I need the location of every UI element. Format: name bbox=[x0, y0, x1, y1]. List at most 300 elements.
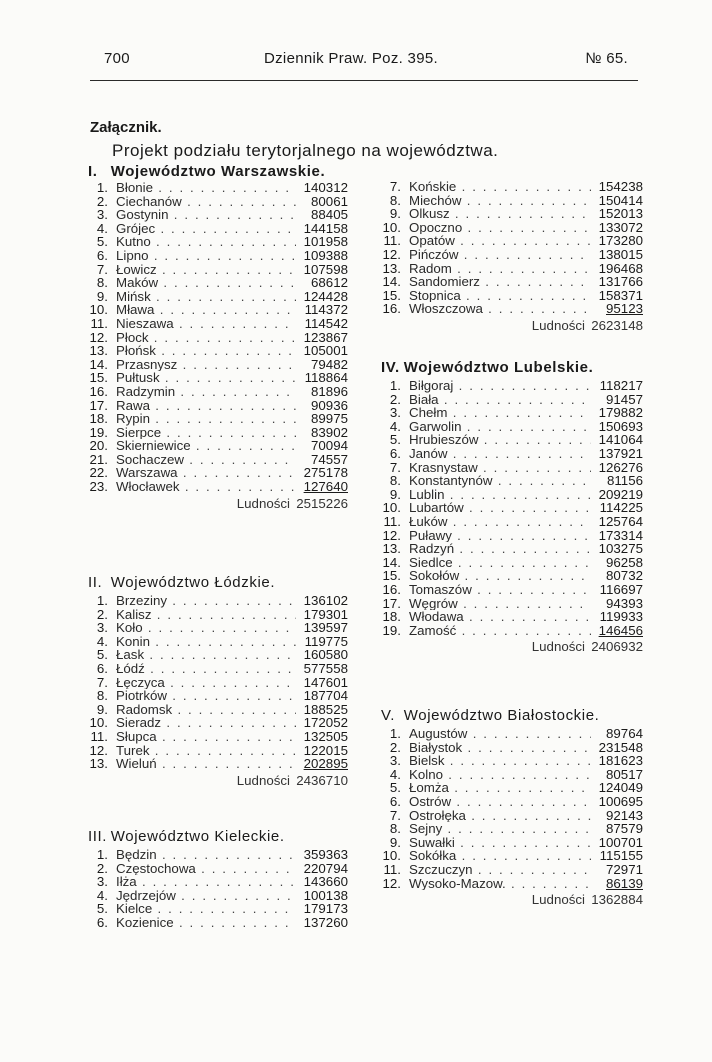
county-population: 181623 bbox=[598, 753, 643, 769]
county-number: 10. bbox=[382, 500, 401, 516]
county-row bbox=[88, 689, 348, 703]
county-name: Wieluń . . . bbox=[116, 757, 296, 771]
county-name: Suwałki . . . bbox=[409, 836, 591, 850]
county-population: 70094 bbox=[311, 438, 348, 454]
county-name: Kutno . . . bbox=[116, 235, 296, 249]
county-population: 220794 bbox=[303, 860, 348, 876]
county-name: Chełm . . . bbox=[409, 406, 591, 420]
county-number: 7. bbox=[389, 807, 401, 823]
county-number: 4. bbox=[96, 887, 108, 903]
voivodeship-heading bbox=[88, 162, 348, 181]
county-name: Częstochowa . . . bbox=[116, 862, 296, 876]
county-number: 1. bbox=[389, 378, 401, 393]
county-row bbox=[88, 916, 348, 930]
county-number: 5. bbox=[96, 647, 108, 663]
county-population: 86139 bbox=[606, 875, 643, 891]
voivodeship-roman: II. bbox=[88, 574, 103, 591]
population-total bbox=[381, 892, 643, 908]
county-name: Kalisz . . . bbox=[116, 608, 296, 622]
county-row bbox=[381, 420, 643, 434]
county-row bbox=[381, 275, 643, 289]
county-row bbox=[88, 222, 348, 236]
county-row bbox=[88, 208, 348, 222]
county-population: 72971 bbox=[606, 861, 643, 877]
county-population: 95123 bbox=[606, 301, 643, 317]
county-population: 187704 bbox=[303, 688, 348, 704]
county-row bbox=[88, 608, 348, 622]
county-number: 8. bbox=[389, 473, 401, 489]
population-label: Ludności bbox=[531, 639, 585, 655]
county-population: 122015 bbox=[303, 742, 348, 758]
county-population: 88405 bbox=[311, 207, 348, 223]
voivodeship-name: Województwo Białostockie. bbox=[403, 707, 600, 724]
voivodeship-name: Województwo Łódzkie. bbox=[110, 574, 276, 591]
county-population: 119775 bbox=[304, 633, 348, 649]
county-population: 196468 bbox=[598, 260, 643, 276]
county-number: 13. bbox=[382, 260, 401, 276]
document-title: Projekt podziału terytorjalnego na województwa. bbox=[112, 141, 499, 160]
county-number: 9. bbox=[96, 701, 108, 717]
county-number: 11. bbox=[90, 728, 108, 744]
county-row bbox=[381, 556, 643, 570]
county-name: Radzymin . . . bbox=[116, 385, 296, 399]
county-population: 138015 bbox=[598, 246, 643, 262]
county-number: 2. bbox=[389, 391, 401, 407]
county-population: 107598 bbox=[303, 261, 348, 277]
county-name: Skierniewice . . . bbox=[116, 439, 296, 453]
voivodeship-heading bbox=[381, 706, 643, 725]
county-name: Szczuczyn . . . bbox=[409, 863, 591, 877]
voivodeship-name: Województwo Kieleckie. bbox=[110, 828, 285, 845]
county-population: 143660 bbox=[303, 874, 348, 890]
population-label: Ludności bbox=[531, 892, 585, 908]
county-name: Łask . . . bbox=[116, 648, 296, 662]
county-number: 8. bbox=[96, 275, 108, 291]
county-name: Nieszawa . . . bbox=[116, 317, 296, 331]
county-row bbox=[381, 248, 643, 262]
county-population: 124049 bbox=[598, 780, 643, 796]
county-population: 140312 bbox=[303, 180, 348, 195]
county-population: 79482 bbox=[311, 356, 348, 372]
county-row bbox=[88, 303, 348, 317]
county-row bbox=[381, 474, 643, 488]
county-number: 7. bbox=[96, 674, 108, 690]
population-total bbox=[88, 496, 348, 512]
county-number: 14. bbox=[89, 356, 108, 372]
county-name: Augustów . . . bbox=[409, 727, 591, 741]
county-name: Mińsk . . . bbox=[116, 290, 296, 304]
county-population: 132505 bbox=[303, 728, 348, 744]
page-number: 700 bbox=[104, 50, 130, 67]
county-name: Ciechanów . . . bbox=[116, 195, 296, 209]
county-row bbox=[88, 453, 348, 467]
county-row bbox=[381, 221, 643, 235]
county-row bbox=[88, 344, 348, 358]
county-population: 81896 bbox=[311, 383, 348, 399]
county-row bbox=[88, 889, 348, 903]
county-name: Koło . . . bbox=[116, 621, 296, 635]
county-number: 1. bbox=[96, 847, 108, 862]
county-number: 16. bbox=[89, 383, 108, 399]
population-label: Ludności bbox=[236, 495, 290, 511]
county-population: 127640 bbox=[303, 479, 348, 495]
county-number: 8. bbox=[389, 821, 401, 837]
county-population: 152013 bbox=[598, 206, 643, 222]
county-number: 17. bbox=[382, 595, 401, 611]
voivodeship-heading bbox=[381, 358, 643, 377]
county-list bbox=[88, 594, 348, 771]
county-population: 136102 bbox=[303, 593, 348, 608]
population-total-value: 2515226 bbox=[296, 495, 348, 511]
county-name: Włodawa . . . bbox=[409, 610, 591, 624]
county-name: Siedlce . . . bbox=[409, 556, 591, 570]
county-row bbox=[88, 648, 348, 662]
county-row bbox=[381, 836, 643, 850]
county-name: Sieradz . . . bbox=[116, 716, 296, 730]
county-row bbox=[381, 289, 643, 303]
county-list bbox=[381, 727, 643, 890]
county-row bbox=[381, 624, 643, 638]
county-row bbox=[88, 358, 348, 372]
county-number: 18. bbox=[89, 411, 108, 427]
voivodeship-heading bbox=[88, 573, 348, 592]
county-number: 4. bbox=[389, 418, 401, 434]
county-name: Hrubieszów . . . bbox=[409, 433, 591, 447]
county-population: 160580 bbox=[303, 647, 348, 663]
county-row bbox=[381, 849, 643, 863]
county-row bbox=[381, 447, 643, 461]
county-number: 5. bbox=[389, 432, 401, 448]
county-number: 12. bbox=[382, 875, 401, 891]
population-total bbox=[88, 773, 348, 789]
county-population: 158371 bbox=[598, 287, 643, 303]
county-name: Kolno . . . bbox=[409, 768, 591, 782]
county-row bbox=[381, 180, 643, 194]
county-row bbox=[88, 412, 348, 426]
county-population: 87579 bbox=[606, 821, 643, 837]
county-population: 89764 bbox=[606, 726, 643, 741]
county-name: Turek . . . bbox=[116, 744, 296, 758]
county-number: 16. bbox=[382, 581, 401, 597]
county-number: 1. bbox=[96, 180, 108, 195]
county-row bbox=[88, 371, 348, 385]
county-number: 6. bbox=[96, 914, 108, 930]
county-name: Pułtusk . . . bbox=[116, 371, 296, 385]
county-population: 83902 bbox=[311, 424, 348, 440]
county-population: 150414 bbox=[598, 192, 643, 208]
county-number: 11. bbox=[90, 315, 108, 331]
county-name: Zamość . . . bbox=[409, 624, 591, 638]
county-row bbox=[381, 234, 643, 248]
county-number: 4. bbox=[389, 766, 401, 782]
county-name: Krasnystaw . . . bbox=[409, 461, 591, 475]
county-population: 173280 bbox=[598, 233, 643, 249]
county-population: 154238 bbox=[598, 179, 643, 194]
county-population: 118217 bbox=[599, 378, 643, 393]
county-number: 6. bbox=[96, 247, 108, 263]
county-number: 3. bbox=[389, 405, 401, 421]
county-row bbox=[88, 621, 348, 635]
county-population: 146456 bbox=[598, 622, 643, 638]
county-number: 19. bbox=[382, 622, 401, 638]
county-row bbox=[381, 515, 643, 529]
journal-reference: Dziennik Praw. Poz. 395. bbox=[264, 50, 438, 67]
county-row bbox=[381, 461, 643, 475]
county-number: 19. bbox=[89, 424, 108, 440]
county-name: Przasnysz . . . bbox=[116, 358, 296, 372]
county-name: Końskie . . . bbox=[409, 180, 591, 194]
county-name: Łódź . . . bbox=[116, 662, 296, 676]
county-population: 116697 bbox=[599, 581, 643, 597]
county-number: 12. bbox=[382, 246, 401, 262]
county-row bbox=[88, 635, 348, 649]
county-row bbox=[88, 848, 348, 862]
county-name: Wysoko-Mazow. . . . bbox=[409, 877, 591, 891]
county-population: 80061 bbox=[311, 193, 348, 209]
county-name: Rypin . . . bbox=[116, 412, 296, 426]
county-name: Janów . . . bbox=[409, 447, 591, 461]
county-number: 12. bbox=[89, 742, 108, 758]
county-number: 3. bbox=[96, 207, 108, 223]
county-population: 105001 bbox=[303, 343, 348, 359]
county-name: Radzyń . . . bbox=[409, 542, 591, 556]
county-population: 114542 bbox=[304, 315, 348, 331]
county-population: 81156 bbox=[607, 473, 643, 489]
county-name: Sokółka . . . bbox=[409, 849, 591, 863]
county-number: 7. bbox=[389, 179, 401, 194]
county-name: Kielce . . . bbox=[116, 902, 296, 916]
county-row bbox=[88, 730, 348, 744]
county-number: 14. bbox=[382, 274, 401, 290]
population-total bbox=[381, 318, 643, 334]
county-population: 150693 bbox=[598, 418, 643, 434]
county-row bbox=[88, 862, 348, 876]
county-number: 13. bbox=[89, 343, 108, 359]
county-population: 139597 bbox=[303, 620, 348, 636]
county-number: 9. bbox=[389, 834, 401, 850]
county-number: 2. bbox=[96, 606, 108, 622]
county-number: 4. bbox=[96, 220, 108, 236]
county-number: 23. bbox=[89, 479, 108, 495]
county-name: Garwolin . . . bbox=[409, 420, 591, 434]
county-number: 2. bbox=[96, 860, 108, 876]
county-row bbox=[381, 302, 643, 316]
county-name: Olkusz . . . bbox=[409, 207, 591, 221]
county-row bbox=[88, 276, 348, 290]
county-row bbox=[88, 249, 348, 263]
county-row bbox=[381, 610, 643, 624]
county-row bbox=[381, 795, 643, 809]
county-row bbox=[381, 569, 643, 583]
county-population: 209219 bbox=[598, 486, 643, 502]
county-name: Radomsk . . . bbox=[116, 703, 296, 717]
county-row bbox=[88, 902, 348, 916]
county-population: 103275 bbox=[598, 541, 643, 557]
county-number: 9. bbox=[389, 486, 401, 502]
county-name: Białystok . . . bbox=[409, 741, 591, 755]
voivodeship-name: Województwo Warszawskie. bbox=[110, 163, 326, 180]
county-population: 133072 bbox=[598, 219, 643, 235]
county-population: 126276 bbox=[598, 459, 643, 475]
county-number: 5. bbox=[96, 901, 108, 917]
county-row bbox=[88, 716, 348, 730]
county-row bbox=[381, 529, 643, 543]
county-population: 577558 bbox=[303, 660, 348, 676]
county-name: Gostynin . . . bbox=[116, 208, 296, 222]
county-row bbox=[381, 194, 643, 208]
county-name: Mława . . . bbox=[116, 303, 296, 317]
county-name: Rawa . . . bbox=[116, 399, 296, 413]
county-number: 7. bbox=[389, 459, 401, 475]
county-name: Biłgoraj . . . bbox=[409, 379, 591, 393]
county-population: 80517 bbox=[606, 766, 643, 782]
county-population: 115155 bbox=[599, 848, 643, 864]
county-population: 100138 bbox=[303, 887, 348, 903]
county-number: 3. bbox=[96, 620, 108, 636]
county-number: 10. bbox=[382, 219, 401, 235]
county-number: 6. bbox=[96, 660, 108, 676]
voivodeship-roman: I. bbox=[88, 163, 98, 180]
county-row bbox=[88, 235, 348, 249]
county-population: 92143 bbox=[606, 807, 643, 823]
county-name: Ostrów . . . bbox=[409, 795, 591, 809]
county-name: Brzeziny . . . bbox=[116, 594, 296, 608]
county-row bbox=[381, 877, 643, 891]
county-name: Ostrołęka . . . bbox=[409, 809, 591, 823]
county-number: 1. bbox=[389, 726, 401, 741]
county-number: 14. bbox=[382, 554, 401, 570]
county-row bbox=[381, 262, 643, 276]
county-row bbox=[88, 875, 348, 889]
population-label: Ludności bbox=[531, 317, 585, 333]
population-label: Ludności bbox=[236, 772, 290, 788]
voivodeship-roman: V. bbox=[381, 707, 395, 724]
county-name: Puławy . . . bbox=[409, 529, 591, 543]
county-number: 10. bbox=[89, 302, 108, 318]
county-population: 172052 bbox=[303, 715, 348, 731]
county-row bbox=[88, 744, 348, 758]
county-row bbox=[88, 676, 348, 690]
county-number: 12. bbox=[89, 329, 108, 345]
county-name: Sandomierz . . . bbox=[409, 275, 591, 289]
county-number: 3. bbox=[96, 874, 108, 890]
county-name: Łomża . . . bbox=[409, 781, 591, 795]
county-name: Będzin . . . bbox=[116, 848, 296, 862]
county-row bbox=[381, 754, 643, 768]
county-row bbox=[88, 594, 348, 608]
county-row bbox=[381, 781, 643, 795]
county-population: 179882 bbox=[598, 405, 643, 421]
county-number: 5. bbox=[96, 234, 108, 250]
county-population: 101958 bbox=[303, 234, 348, 250]
county-population: 100695 bbox=[598, 793, 643, 809]
county-row bbox=[381, 207, 643, 221]
county-name: Płock . . . bbox=[116, 331, 296, 345]
county-number: 2. bbox=[96, 193, 108, 209]
voivodeship-heading bbox=[88, 827, 348, 846]
county-number: 16. bbox=[382, 301, 401, 317]
county-population: 141064 bbox=[598, 432, 643, 448]
voivodeship-lodzkie bbox=[88, 573, 348, 789]
county-row bbox=[88, 426, 348, 440]
county-population: 124428 bbox=[303, 288, 348, 304]
county-list bbox=[88, 848, 348, 930]
county-name: Pińczów . . . bbox=[409, 248, 591, 262]
county-row bbox=[88, 263, 348, 277]
county-name: Radom . . . bbox=[409, 262, 591, 276]
county-population: 91457 bbox=[606, 391, 643, 407]
county-name: Bielsk . . . bbox=[409, 754, 591, 768]
county-population: 359363 bbox=[303, 847, 348, 862]
county-list bbox=[381, 180, 643, 316]
county-row bbox=[88, 290, 348, 304]
county-row bbox=[381, 597, 643, 611]
county-row bbox=[88, 439, 348, 453]
county-name: Sierpce . . . bbox=[116, 426, 296, 440]
county-name: Opoczno . . . bbox=[409, 221, 591, 235]
county-name: Konstantynów . . . bbox=[409, 474, 591, 488]
county-number: 8. bbox=[96, 688, 108, 704]
county-name: Iłża . . . bbox=[116, 875, 296, 889]
county-row bbox=[88, 181, 348, 195]
county-row bbox=[88, 662, 348, 676]
county-name: Sejny . . . bbox=[409, 822, 591, 836]
county-row bbox=[381, 433, 643, 447]
county-population: 68612 bbox=[311, 275, 348, 291]
population-total-value: 2406932 bbox=[591, 639, 643, 655]
county-number: 17. bbox=[89, 397, 108, 413]
county-row bbox=[381, 741, 643, 755]
county-population: 275178 bbox=[303, 465, 348, 481]
county-row bbox=[381, 488, 643, 502]
page-header bbox=[104, 50, 628, 70]
county-population: 80732 bbox=[606, 568, 643, 584]
county-population: 125764 bbox=[598, 513, 643, 529]
voivodeship-bialostockie bbox=[381, 706, 643, 908]
county-number: 11. bbox=[383, 513, 401, 529]
county-population: 114372 bbox=[304, 302, 348, 318]
county-row bbox=[88, 480, 348, 494]
county-population: 131766 bbox=[598, 274, 643, 290]
county-number: 1. bbox=[96, 593, 108, 608]
county-number: 15. bbox=[89, 370, 108, 386]
county-row bbox=[88, 399, 348, 413]
county-name: Sochaczew . . . bbox=[116, 453, 296, 467]
county-name: Maków . . . bbox=[116, 276, 296, 290]
county-number: 18. bbox=[382, 609, 401, 625]
county-number: 10. bbox=[382, 848, 401, 864]
county-row bbox=[88, 757, 348, 771]
county-number: 11. bbox=[383, 861, 401, 877]
county-number: 7. bbox=[96, 261, 108, 277]
voivodeship-kieleckie-continued bbox=[381, 180, 643, 334]
county-name: Włocławek . . . bbox=[116, 480, 296, 494]
county-population: 144158 bbox=[303, 220, 348, 236]
county-number: 21. bbox=[89, 451, 108, 467]
county-population: 137921 bbox=[598, 445, 643, 461]
population-total-value: 1362884 bbox=[591, 892, 643, 908]
county-population: 137260 bbox=[303, 914, 348, 930]
county-number: 2. bbox=[389, 739, 401, 755]
county-name: Sokołów . . . bbox=[409, 569, 591, 583]
county-row bbox=[381, 501, 643, 515]
county-number: 6. bbox=[389, 445, 401, 461]
county-number: 13. bbox=[89, 756, 108, 772]
county-population: 123867 bbox=[303, 329, 348, 345]
county-name: Lubartów . . . bbox=[409, 501, 591, 515]
county-row bbox=[381, 542, 643, 556]
county-number: 20. bbox=[89, 438, 108, 454]
